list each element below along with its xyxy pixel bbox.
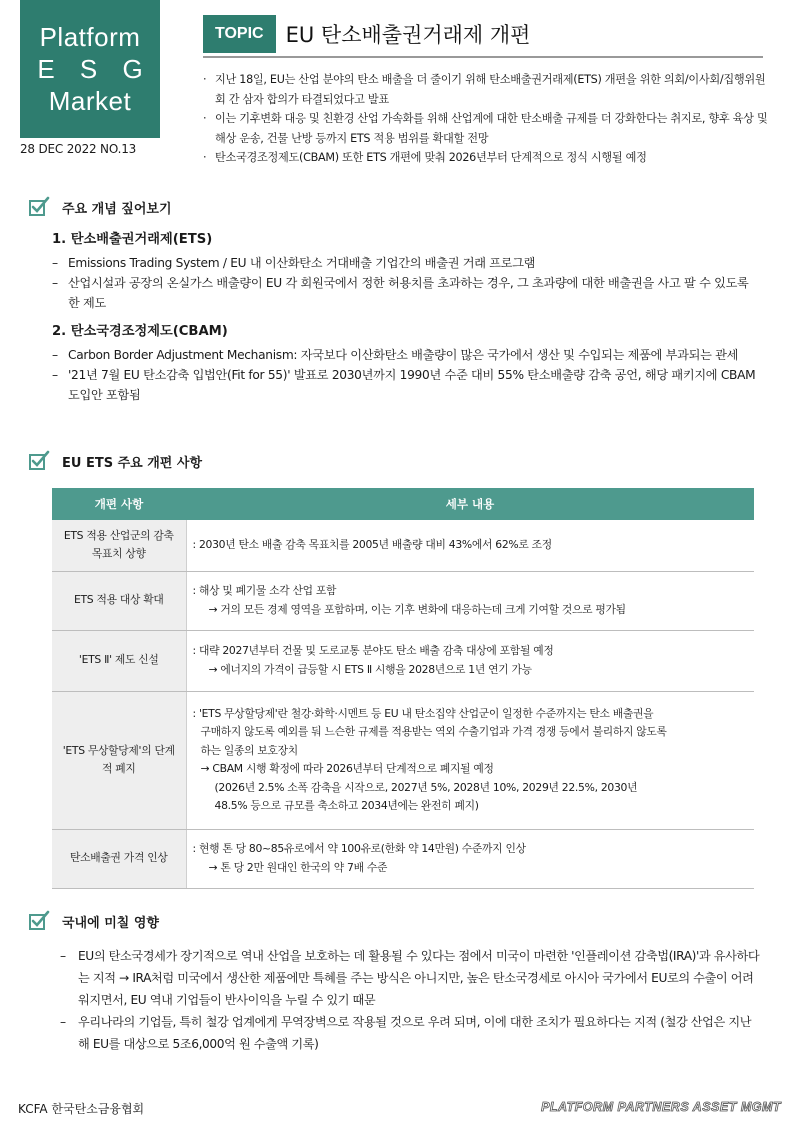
summary-item: · 탄소국경조정제도(CBAM) 또한 ETS 개편에 맞춰 2026년부터 단계적으로 정식 시행될 예정 [203, 148, 768, 168]
impact-point: – EU의 탄소국경세가 장기적으로 역내 산업을 보호하는 데 활용될 수 있다는 점에서 미국이 마련한 '인플레이션 감축법(IRA)'과 유사하다는 지적 → IRA처럼 미국에서 생산한 제품에만 특혜를 주는 방식은 아니지만, 높은 탄소국경세로 아시아 국가에서 EU로의 수출이 어려워지면서, EU 역내 기업들이 반사이익을 누릴 수 있기 때문 [60, 945, 760, 1011]
row-label: 'ETS 무상할당제'의 단계적 폐지 [52, 691, 186, 829]
column-header: 세부 내용 [186, 488, 754, 520]
row-label: 탄소배출권 가격 인상 [52, 829, 186, 888]
concept-point: – Carbon Border Adjustment Mechanism: 자국보다 이산화탄소 배출량이 많은 국가에서 생산 및 수입되는 제품에 부과되는 관세 [52, 345, 762, 365]
checkbox-check-icon [28, 450, 50, 472]
table-row [52, 691, 754, 829]
detail-line: : 'ETS 무상할당제'란 철강·화학·시멘트 등 EU 내 탄소집약 산업군이 일정한 수준까지는 탄소 배출권을 [192, 706, 654, 720]
row-detail [186, 691, 754, 829]
section-title: EU ETS 주요 개편 사항 [62, 455, 202, 471]
footer-publisher: KCFA 한국탄소금융협회 [18, 1102, 145, 1116]
summary-item: · 이는 기후변화 대응 및 친환경 산업 가속화를 위해 산업계에 대한 탄소배출 규제를 더 강화한다는 취지로, 향후 육상 및 해상 운송, 건물 난방 등까지 ETS 적용 범위를 확대할 전망 [203, 109, 768, 148]
topic-tag: TOPIC [203, 15, 276, 53]
table-row [52, 571, 754, 630]
row-label: ETS 적용 산업군의 감축 목표치 상향 [52, 520, 186, 571]
topic-header [203, 16, 763, 58]
section-concepts-header [28, 196, 172, 218]
concept-point: – 산업시설과 공장의 온실가스 배출량이 EU 각 회원국에서 정한 허용치를 초과하는 경우, 그 초과량에 대한 배출권을 사고 팔 수 있도록 한 제도 [52, 273, 762, 313]
detail-line: → 에너지의 가격이 급등할 시 ETS Ⅱ 시행을 2028년으로 1년 연기 가능 [208, 662, 532, 676]
summary-item: · 지난 18일, EU는 산업 분야의 탄소 배출을 더 줄이기 위해 탄소배출권거래제(ETS) 개편을 위한 의회/이사회/집행위원회 간 삼자 합의가 타결되었다고 발표 [203, 70, 768, 109]
concept-cbam [52, 322, 762, 405]
section-domestic-impact-header [28, 910, 159, 932]
impact-list [60, 945, 760, 1055]
table-header-row [52, 488, 754, 520]
ets-reform-table [52, 488, 754, 889]
page-title: EU 탄소배출권거래제 개편 [285, 23, 531, 47]
issue-date: 28 DEC 2022 NO.13 [20, 142, 137, 156]
detail-line: → 톤 당 2만 원대인 한국의 약 7배 수준 [208, 860, 388, 874]
table-row [52, 520, 754, 571]
concept-heading: 2. 탄소국경조정제도(CBAM) [52, 324, 228, 339]
row-detail [186, 630, 754, 691]
detail-line: 48.5% 등으로 규모를 축소하고 2034년에는 완전히 폐지) [214, 799, 479, 812]
checkbox-check-icon [28, 910, 50, 932]
concept-ets [52, 230, 762, 313]
row-detail [186, 571, 754, 630]
detail-line: 구매하지 않도록 예외를 둬 느슨한 규제를 적용받는 역외 수출기업과 가격 경쟁 등에서 불리하지 않도록 [200, 725, 667, 738]
impact-point: – 우리나라의 기업들, 특히 철강 업계에게 무역장벽으로 작용될 것으로 우려 되며, 이에 대한 조치가 필요하다는 지적 (철강 산업은 지난해 EU를 대상으로 5조6,000억 원 수출액 기록) [60, 1011, 760, 1055]
column-header: 개편 사항 [52, 488, 186, 520]
brand-line-1: Platform [39, 22, 141, 52]
brand-line-3: Market [48, 86, 132, 116]
section-ets-reform-header [28, 450, 202, 472]
row-label: 'ETS Ⅱ' 제도 신설 [52, 630, 186, 691]
detail-line: → 거의 모든 경제 영역을 포함하며, 이는 기후 변화에 대응하는데 크게 기여할 것으로 평가됨 [208, 602, 626, 616]
detail-line: : 대략 2027년부터 건물 및 도로교통 분야도 탄소 배출 감축 대상에 포함될 예정 [192, 644, 554, 657]
detail-line: (2026년 2.5% 소폭 감축을 시작으로, 2027년 5%, 2028년 10%, 2029년 22.5%, 2030년 [214, 780, 638, 794]
section-title: 국내에 미칠 영향 [62, 915, 159, 931]
brand-line-2: E S G [37, 54, 152, 84]
detail-line: : 2030년 탄소 배출 감축 목표치를 2005년 배출량 대비 43%에서 62%로 조정 [192, 538, 552, 551]
detail-line: 하는 일종의 보호장치 [200, 743, 298, 757]
detail-line: : 해상 및 폐기물 소각 산업 포함 [192, 584, 337, 597]
concept-point: – Emissions Trading System / EU 내 이산화탄소 거대배출 기업간의 배출권 거래 프로그램 [52, 253, 762, 273]
concept-point: – '21년 7월 EU 탄소감축 입법안(Fit for 55)' 발표로 2030년까지 1990년 수준 대비 55% 탄소배출량 감축 공언, 해당 패키지에 CBAM 도입안 포함됨 [52, 365, 762, 405]
table-row [52, 829, 754, 888]
table-row [52, 630, 754, 691]
row-detail [186, 829, 754, 888]
row-detail [186, 520, 754, 571]
row-label: ETS 적용 대상 확대 [52, 571, 186, 630]
summary-list [203, 70, 768, 168]
checkbox-check-icon [28, 196, 50, 218]
detail-line: → CBAM 시행 확정에 따라 2026년부터 단계적으로 폐지될 예정 [200, 762, 494, 775]
concept-heading: 1. 탄소배출권거래제(ETS) [52, 232, 213, 247]
section-title: 주요 개념 짚어보기 [62, 201, 172, 217]
detail-line: : 현행 톤 당 80~85유로에서 약 100유로(한화 약 14만원) 수준까지 인상 [192, 842, 526, 855]
footer-partner-logo: PLATFORM PARTNERS ASSET MGMT [541, 1100, 781, 1114]
brand-logo [20, 0, 160, 138]
